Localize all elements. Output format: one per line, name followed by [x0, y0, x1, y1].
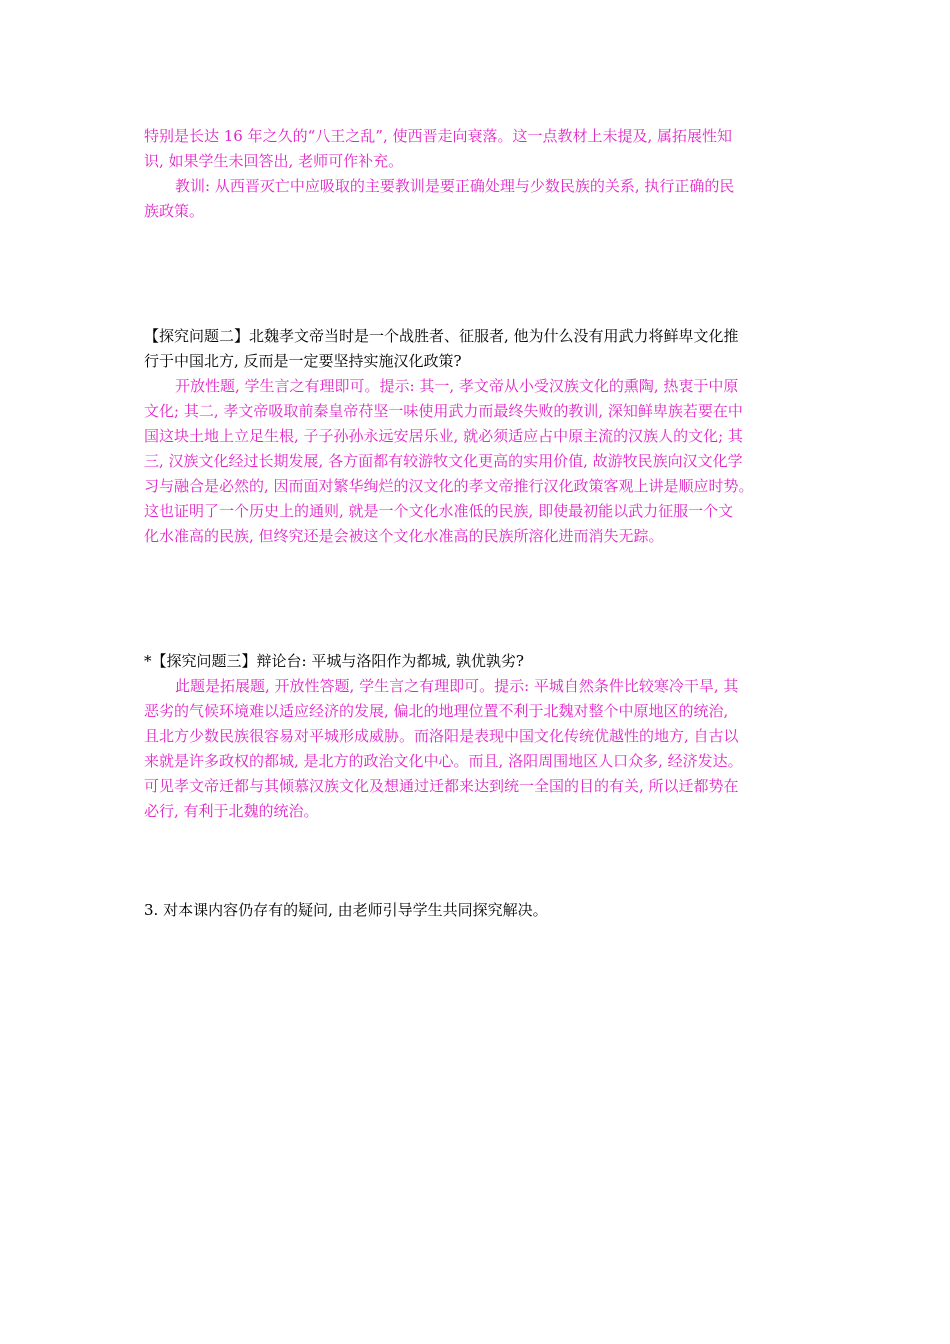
answer-line: 必行, 有利于北魏的统治。 [144, 802, 319, 820]
answer-line: 开放性题, 学生言之有理即可。提示: 其一, 孝文帝从小受汉族文化的熏陶, 热衷于中原 [175, 377, 739, 395]
answer-line: 文化; 其二, 孝文帝吸取前秦皇帝苻坚一味使用武力而最终失败的教训, 深知鲜卑族若要在中 [144, 402, 743, 420]
answer-line: 国这块土地上立足生根, 子子孙孙永远安居乐业, 就必须适应占中原主流的汉族人的文化; 其 [144, 427, 743, 445]
question-line: 行于中国北方, 反而是一定要坚持实施汉化政策? [144, 352, 462, 370]
answer-line: 化水准高的民族, 但终究还是会被这个文化水准高的民族所溶化进而消失无踪。 [144, 527, 664, 545]
paragraph-line: 教训: 从西晋灭亡中应吸取的主要教训是要正确处理与少数民族的关系, 执行正确的民 [175, 177, 735, 195]
answer-line: 恶劣的气候环境难以适应经济的发展, 偏北的地理位置不利于北魏对整个中原地区的统治, [144, 702, 729, 720]
answer-line: 且北方少数民族很容易对平城形成威胁。而洛阳是表现中国文化传统优越性的地方, 自古以 [144, 727, 739, 745]
section-remaining-questions [144, 898, 806, 923]
paragraph-line: 识, 如果学生未回答出, 老师可作补充。 [144, 152, 404, 170]
section-inquiry-question-two [144, 324, 806, 549]
section-inquiry-question-three [144, 649, 806, 824]
answer-line: 来就是许多政权的都城, 是北方的政治文化中心。而且, 洛阳周围地区人口众多, 经济发达。 [144, 752, 743, 770]
answer-line: 这也证明了一个历史上的通则, 就是一个文化水准低的民族, 即使最初能以武力征服一个文 [144, 502, 734, 520]
answer-line: 此题是拓展题, 开放性答题, 学生言之有理即可。提示: 平城自然条件比较寒冷干旱, 其 [175, 677, 739, 695]
question-line: *【探究问题三】辩论台: 平城与洛阳作为都城, 孰优孰劣? [144, 652, 524, 670]
section-western-jin-decline [144, 124, 806, 224]
question-line: 【探究问题二】北魏孝文帝当时是一个战胜者、征服者, 他为什么没有用武力将鲜卑文化推 [144, 327, 739, 345]
paragraph-line: 特别是长达 16 年之久的“八王之乱”, 使西晋走向衰落。这一点教材上未提及, 属拓展性知 [144, 127, 733, 145]
answer-line: 可见孝文帝迁都与其倾慕汉族文化及想通过迁都来达到统一全国的目的有关, 所以迁都势在 [144, 777, 739, 795]
paragraph-line: 3. 对本课内容仍存有的疑问, 由老师引导学生共同探究解决。 [144, 901, 548, 919]
answer-line: 三, 汉族文化经过长期发展, 各方面都有较游牧文化更高的实用价值, 故游牧民族向汉文化学 [144, 452, 743, 470]
answer-line: 习与融合是必然的, 因而面对繁华绚烂的汉文化的孝文帝推行汉化政策客观上讲是顺应时势。 [144, 477, 754, 495]
paragraph-line: 族政策。 [144, 202, 205, 220]
